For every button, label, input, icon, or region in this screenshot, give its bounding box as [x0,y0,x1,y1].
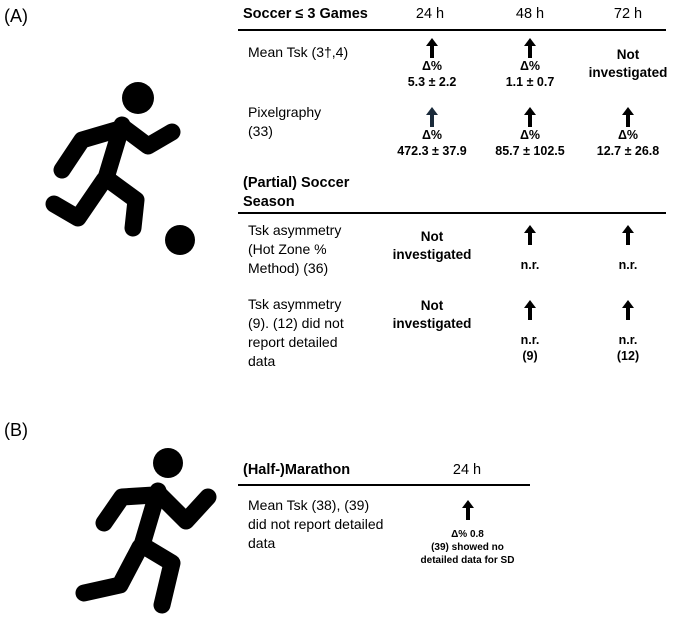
soccer-ball-icon [165,225,195,255]
up-arrow-icon [622,225,634,245]
up-arrow-icon [622,107,634,127]
table-b-header-rule [238,484,530,486]
panel-a-label: (A) [4,6,28,26]
row-label-tsk-asymmetry-hot-zone: Tsk asymmetry (Hot Zone % Method) (36) [248,222,342,276]
up-arrow-icon [524,225,536,245]
row-label-marathon-mean-tsk: Mean Tsk (38), (39) did not report detailed data [248,497,384,551]
soccer-player-icon [40,70,215,265]
cell-pixelgraphy-24h: Δ% 472.3 ± 37.9 [387,107,477,159]
up-arrow-icon [524,38,536,58]
cell-hot-zone-24h: Not investigated [392,229,472,262]
cell-hot-zone-72h: n.r. [583,225,673,273]
cell-asym-9-12-24h: Not investigated [392,298,472,331]
row-label-pixelgraphy: Pixelgraphy (33) [248,104,322,139]
up-arrow-icon [622,300,634,320]
cell-pixelgraphy-72h: Δ% 12.7 ± 26.8 [583,107,673,159]
cell-pixelgraphy-48h: Δ% 85.7 ± 102.5 [485,107,575,159]
section-partial-soccer-season: (Partial) Soccer Season [243,175,350,210]
cell-mean-tsk-48h: Δ% 1.1 ± 0.7 [490,38,570,90]
cell-hot-zone-48h: n.r. [485,225,575,273]
up-arrow-icon [462,500,474,520]
up-arrow-icon [524,107,536,127]
table-a-header-rule [238,29,666,31]
row-label-tsk-asymmetry-9-12: Tsk asymmetry (9). (12) did not report detailed data [248,296,344,369]
cell-mean-tsk-24h: Δ% 5.3 ± 2.2 [392,38,472,90]
row-label-mean-tsk: Mean Tsk (3†,4) [248,44,349,60]
col-header-b-24h: 24 h [452,462,482,478]
cell-asym-9-12-48h: n.r. (9) [485,300,575,364]
runner-icon [70,445,220,615]
cell-marathon-24h: Δ% 0.8 (39) showed no detailed data for SD [405,500,530,567]
table-a-section-rule [238,212,666,214]
col-header-72h: 72 h [613,6,643,22]
panel-b-label: (B) [4,420,28,440]
col-header-48h: 48 h [515,6,545,22]
table-b-title: (Half-)Marathon [243,462,351,478]
table-a-title: Soccer ≤ 3 Games [243,6,368,22]
up-arrow-icon [524,300,536,320]
up-arrow-icon [426,107,438,127]
up-arrow-icon [426,38,438,58]
col-header-24h: 24 h [415,6,445,22]
cell-mean-tsk-72h: Not investigated [588,47,668,80]
cell-asym-9-12-72h: n.r. (12) [583,300,673,364]
